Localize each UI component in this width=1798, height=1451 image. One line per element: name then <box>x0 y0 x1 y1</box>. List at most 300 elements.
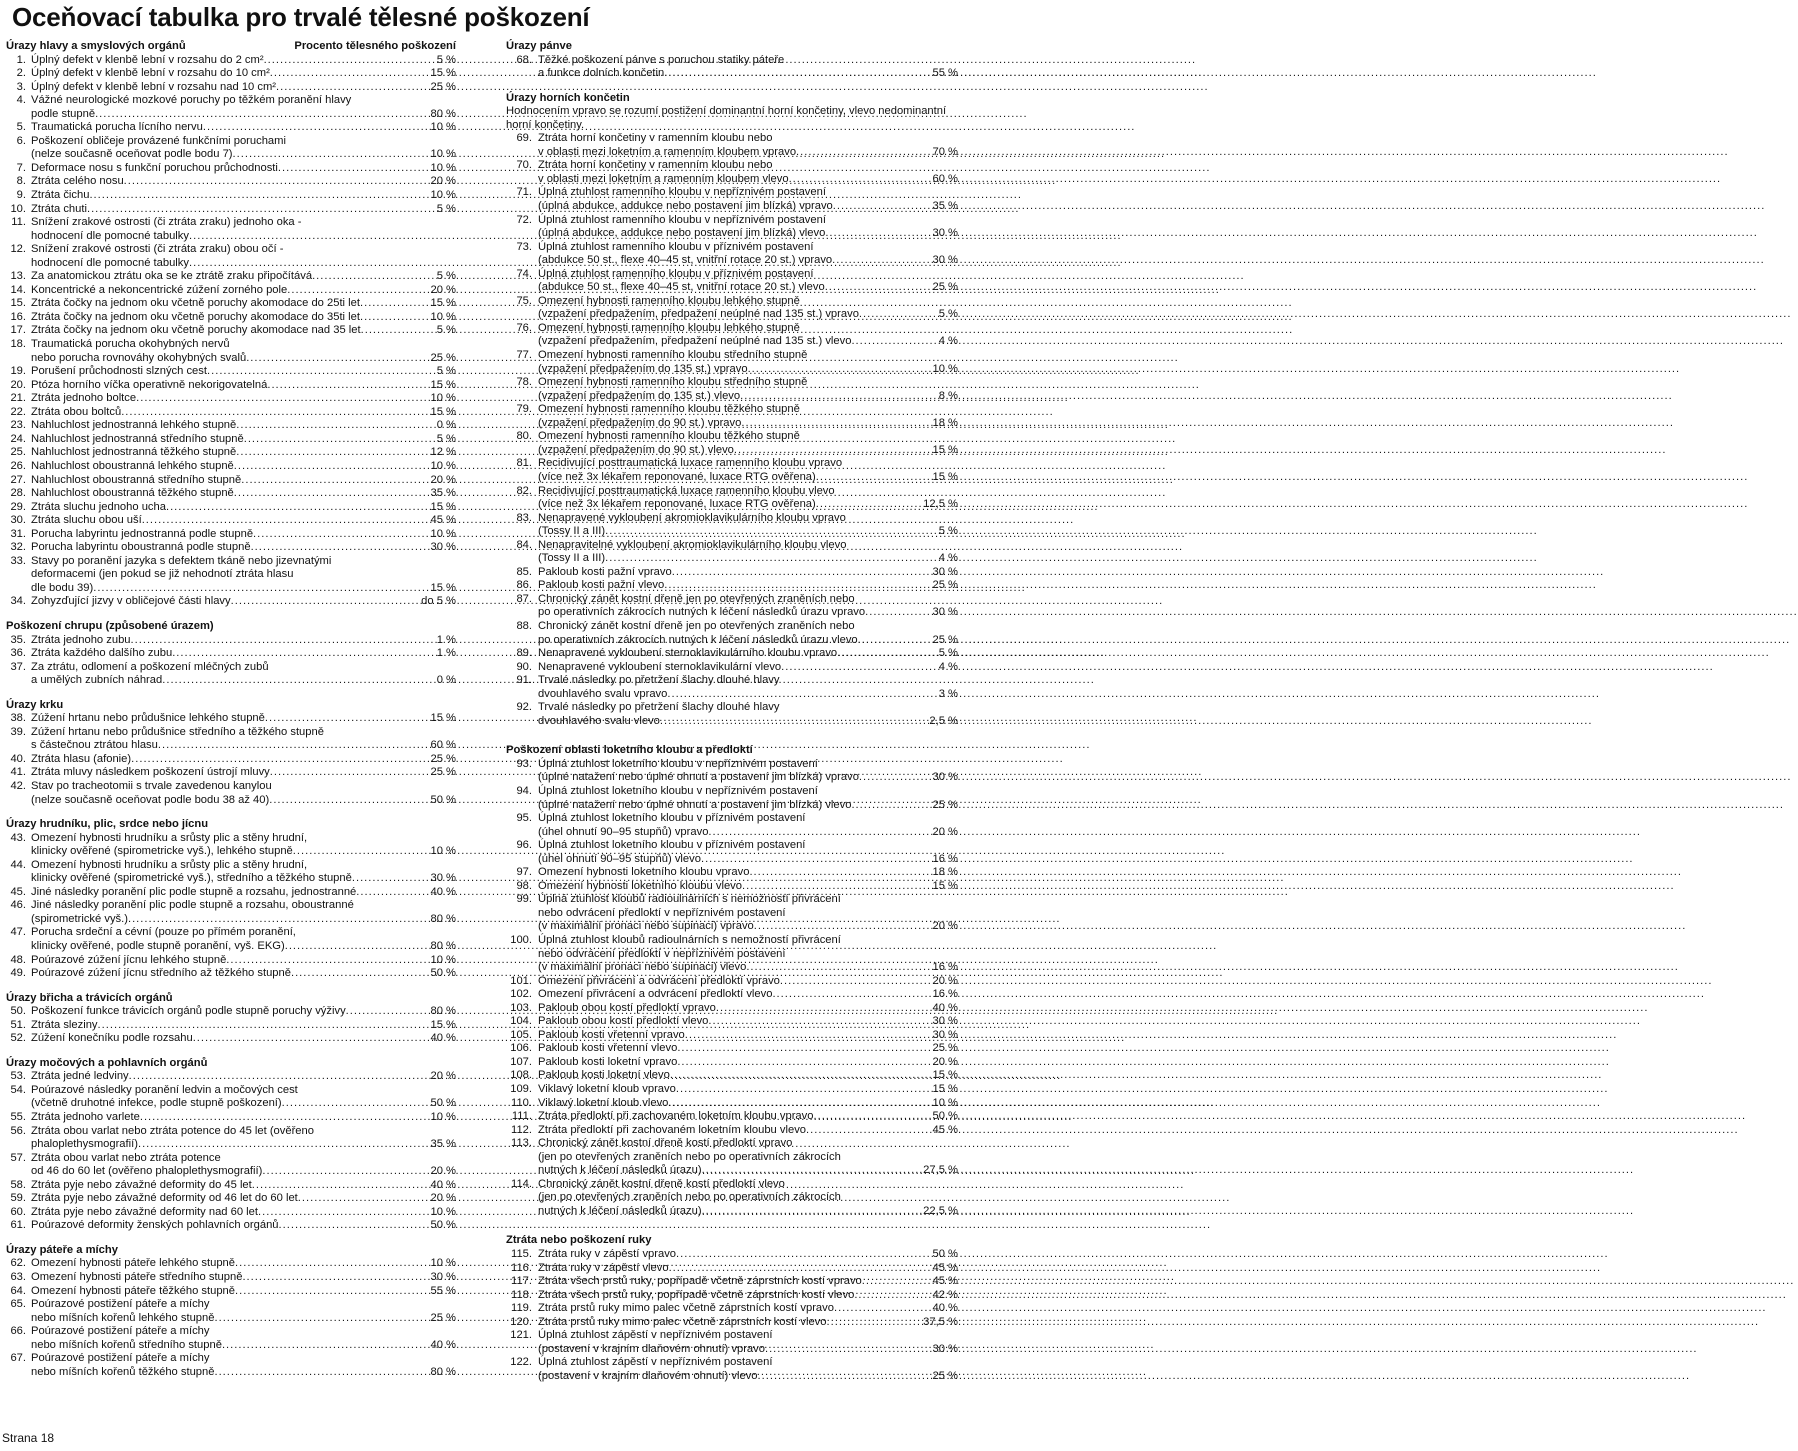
item-number: 47. <box>10 926 26 939</box>
list-item <box>506 1083 958 1097</box>
item-number: 17. <box>10 324 26 337</box>
list-item <box>6 297 456 311</box>
section-heading-text: Úrazy hlavy a smyslových orgánů <box>6 40 186 52</box>
list-item <box>6 541 456 555</box>
item-number: 51. <box>10 1018 26 1031</box>
item-number: 61. <box>10 1219 26 1232</box>
list-item <box>506 132 958 146</box>
list-item <box>6 1032 456 1046</box>
item-text: Ztráta chuti <box>31 202 87 215</box>
list-item <box>6 446 456 460</box>
item-number: 108. <box>510 1069 532 1082</box>
item-percent: 20 % <box>430 473 456 486</box>
item-text: Nahluchlost jednostranná lehkého stupně <box>31 419 237 432</box>
list-item <box>6 712 456 726</box>
item-text: (úplná abdukce, addukce nebo postavení jim blízká) vlevo <box>538 227 826 240</box>
item-number: 81. <box>516 457 532 470</box>
dot-leader <box>129 1070 431 1084</box>
dot-leader <box>702 1205 924 1219</box>
item-text: Poškození obličeje provázené funkčními poruchami <box>31 134 286 147</box>
list-item <box>6 1125 456 1139</box>
list-item <box>506 349 958 363</box>
section-heading: Úrazy pánve <box>506 40 572 52</box>
item-text: Ztráta obou boltců <box>31 405 122 418</box>
item-text: Viklavý loketní kloub vpravo <box>538 1083 676 1096</box>
item-number: 91. <box>516 674 532 687</box>
item-percent: 25 % <box>430 80 456 93</box>
item-number: 44. <box>10 858 26 871</box>
list-item <box>506 634 958 648</box>
dot-leader <box>138 1138 431 1152</box>
list-item <box>506 1262 958 1276</box>
item-percent: 0 % <box>436 419 456 432</box>
item-percent: 12 % <box>430 446 456 459</box>
list-item <box>506 812 958 826</box>
list-item <box>6 352 456 366</box>
list-item <box>6 634 456 648</box>
list-item <box>6 1192 456 1206</box>
item-text: v oblasti mezi loketním a ramenním kloubem vpravo <box>538 145 797 158</box>
item-number: 65. <box>10 1298 26 1311</box>
item-number: 22. <box>10 405 26 418</box>
item-number: 64. <box>10 1284 26 1297</box>
item-number: 4. <box>16 94 26 107</box>
item-text: Ztráta předloktí při zachovaném loketním kloubu vpravo <box>538 1110 814 1123</box>
list-item <box>506 512 958 526</box>
list-item <box>506 363 958 377</box>
list-item <box>6 1111 456 1125</box>
section-heading: Poškození oblasti loketního kloubu a předloktí <box>506 744 753 757</box>
item-number: 33. <box>10 554 26 567</box>
item-number: 105. <box>510 1028 532 1041</box>
item-number: 120. <box>510 1315 532 1328</box>
item-percent: 5 % <box>436 202 456 215</box>
list-item <box>6 487 456 501</box>
item-percent: 20 % <box>430 1165 456 1178</box>
item-text: Omezení hybnosti hrudníku a srůsty plic a stěny hrudní, <box>31 831 308 844</box>
item-percent: 15 % <box>932 1083 958 1096</box>
column-header: Procento tělesného poškození <box>294 40 456 52</box>
list-item <box>506 1029 958 1043</box>
list-item <box>6 1084 456 1098</box>
item-number: 99. <box>516 893 532 906</box>
dot-leader <box>833 200 933 214</box>
item-text: Úplná ztuhlost zápěstí v nepříznivém postavení <box>538 1329 773 1342</box>
item-percent: 5 % <box>436 432 456 445</box>
list-item <box>506 1042 958 1056</box>
item-text: Omezení hybnosti ramenního kloubu středního stupně <box>538 376 808 389</box>
list-item <box>506 335 958 349</box>
item-number: 78. <box>516 376 532 389</box>
item-text: Omezení přivrácení a odvrácení předloktí vpravo <box>538 974 780 987</box>
item-percent: 30 % <box>932 606 958 619</box>
item-text: Porucha labyrintu oboustranná podle stupně <box>31 541 251 554</box>
list-item <box>6 324 456 338</box>
list-item <box>6 54 456 68</box>
item-number: 40. <box>10 752 26 765</box>
list-item <box>6 1152 456 1166</box>
dot-leader <box>676 1248 932 1262</box>
item-text: nebo míšních kořenů lehkého stupně <box>31 1311 215 1324</box>
item-percent: 30 % <box>932 1028 958 1041</box>
list-item <box>6 148 456 162</box>
item-percent: 60 % <box>430 739 456 752</box>
item-percent: 2,5 % <box>929 714 958 727</box>
item-number: 97. <box>516 866 532 879</box>
item-text: Úplná ztuhlost ramenního kloubu v nepříznivém postavení <box>538 186 826 199</box>
item-percent: 80 % <box>430 940 456 952</box>
item-text: podle stupně <box>31 107 96 120</box>
dot-leader <box>677 1056 932 1070</box>
list-item <box>506 934 958 948</box>
dot-leader <box>246 352 430 366</box>
item-text: Úplná ztuhlost loketního kloubu v nepříznivém postavení <box>538 757 818 770</box>
list-item <box>506 67 958 81</box>
item-number: 24. <box>10 432 26 445</box>
item-text: Nenapravitelné vykloubení akromioklavikulárního kloubu vlevo <box>538 538 847 551</box>
list-item <box>506 988 958 1002</box>
item-text: Za anatomickou ztrátu oka se ke ztrátě zraku připočítává <box>31 270 313 283</box>
item-number: 122. <box>510 1356 532 1369</box>
dot-leader <box>356 886 430 900</box>
item-percent: 50 % <box>430 967 456 980</box>
item-text: Úplná ztuhlost ramenního kloubu v příznivém postavení <box>538 240 814 253</box>
list-item <box>506 1124 958 1138</box>
list-item <box>6 162 456 176</box>
item-number: 79. <box>516 403 532 416</box>
item-percent: 5 % <box>938 525 958 538</box>
dot-leader <box>93 582 430 596</box>
item-percent: 22,5 % <box>923 1204 958 1217</box>
list-item <box>506 552 958 566</box>
item-percent: 20 % <box>932 974 958 987</box>
dot-leader <box>265 712 431 726</box>
dot-leader <box>825 281 933 295</box>
item-number: 7. <box>16 161 26 174</box>
section-heading: Úrazy břicha a trávicích orgánů <box>6 991 173 1004</box>
dot-leader <box>214 1366 430 1380</box>
item-text: Omezení hybnosti loketního kloubu vpravo <box>538 866 750 879</box>
item-percent: 16 % <box>932 961 958 974</box>
list-item <box>506 1097 958 1111</box>
item-percent: do 5 % <box>421 595 456 608</box>
item-percent: 16 % <box>932 988 958 1001</box>
item-number: 50. <box>10 1005 26 1018</box>
item-text: nebo porucha rovnováhy okohybných svalů <box>31 351 247 364</box>
list-item <box>506 1343 958 1357</box>
section-heading: Úrazy páteře a míchy <box>6 1243 118 1256</box>
dot-leader <box>667 688 938 702</box>
item-text: Ztráta prstů ruky mimo palec včetně záprstních kostí vlevo <box>538 1315 827 1328</box>
item-text: Nenapravené vykloubení sternoklavikulárního kloubu vpravo <box>538 647 838 660</box>
item-text: (vzpažení předpažením do 135 st.) vlevo <box>538 389 741 402</box>
item-number: 96. <box>516 839 532 852</box>
list-item <box>6 514 456 528</box>
list-item <box>506 295 958 309</box>
dot-leader <box>837 647 939 661</box>
dot-leader <box>664 579 932 593</box>
left-column <box>6 40 456 1379</box>
list-item <box>6 859 456 873</box>
item-number: 27. <box>10 473 26 486</box>
item-number: 90. <box>516 660 532 673</box>
item-text: Ztráta pyje nebo závažné deformity do 45 let <box>31 1178 252 1191</box>
list-item <box>6 753 456 767</box>
list-item <box>506 893 958 907</box>
list-item <box>506 1275 958 1289</box>
dot-leader <box>854 1289 932 1303</box>
list-item <box>6 766 456 780</box>
item-text: Omezení hybnosti ramenního kloubu lehkého stupně <box>538 294 800 307</box>
list-item <box>6 284 456 298</box>
list-item <box>6 780 456 794</box>
list-item <box>506 54 958 68</box>
item-text: Pakloub kosti pažní vlevo <box>538 579 665 592</box>
item-percent: 15 % <box>430 712 456 725</box>
item-text: (vzpažení předpažením do 90 st.) vlevo <box>538 443 734 456</box>
item-number: 15. <box>10 297 26 310</box>
item-percent: 55 % <box>430 1284 456 1297</box>
right-column <box>506 40 958 1384</box>
item-percent: 10 % <box>430 527 456 540</box>
item-percent: 5 % <box>436 270 456 283</box>
list-item <box>6 582 456 596</box>
item-text: Poúrazové deformity ženských pohlavních orgánů <box>31 1219 279 1232</box>
item-percent: 10 % <box>430 310 456 323</box>
item-text: (vzpažení předpažením do 90 st.) vpravo <box>538 416 742 429</box>
item-percent: 10 % <box>430 148 456 161</box>
item-number: 77. <box>516 349 532 362</box>
item-text: Chronický zánět kostní dřeně kostí předloktí vpravo <box>538 1137 793 1150</box>
item-text: (v maximální pronaci nebo supinaci) vlevo <box>538 961 747 974</box>
item-text: Omezení hybnosti loketního kloubu vlevo <box>538 879 742 892</box>
item-number: 104. <box>510 1015 532 1028</box>
dot-leader <box>278 162 431 176</box>
item-text: Ztráta čočky na jednom oku včetně poruchy akomodace do 25ti let <box>31 297 360 310</box>
list-item <box>6 419 456 433</box>
item-number: 20. <box>10 378 26 391</box>
item-number: 82. <box>516 484 532 497</box>
item-percent: 40 % <box>430 1338 456 1351</box>
dot-leader <box>276 81 430 95</box>
item-percent: 20 % <box>430 1192 456 1205</box>
dot-leader <box>749 866 932 880</box>
list-item <box>506 1002 958 1016</box>
item-number: 25. <box>10 446 26 459</box>
item-text: Omezení hybnosti páteře lehkého stupně <box>31 1257 235 1270</box>
item-percent: 5 % <box>436 53 456 66</box>
dot-leader <box>131 634 437 648</box>
item-text: (postavení v krajním dlaňovém ohnutí) vlevo <box>538 1369 758 1382</box>
dot-leader <box>121 406 430 420</box>
item-percent: 50 % <box>430 1219 456 1232</box>
item-percent: 10 % <box>430 953 456 966</box>
dot-leader <box>772 988 932 1002</box>
item-number: 69. <box>516 132 532 145</box>
list-item <box>6 1325 456 1339</box>
list-item <box>506 839 958 853</box>
dot-leader <box>827 1316 924 1330</box>
list-item <box>6 1206 456 1220</box>
item-percent: 25 % <box>932 1369 958 1382</box>
item-number: 107. <box>510 1055 532 1068</box>
item-percent: 15 % <box>430 581 456 594</box>
item-text: Pakloub obou kostí předloktí vpravo <box>538 1001 716 1014</box>
item-percent: 20 % <box>430 283 456 296</box>
item-text: Ztráta prstů ruky mimo palec včetně záprstních kostí vpravo <box>538 1302 834 1315</box>
dot-leader <box>685 1029 933 1043</box>
item-percent: 5 % <box>436 324 456 337</box>
item-text: nutných k léčení následků úrazu) <box>538 1164 702 1177</box>
item-text: Úplný defekt v klenbě lební v rozsahu nad 10 cm² <box>31 80 277 93</box>
item-percent: 15 % <box>932 443 958 456</box>
dot-leader <box>765 1343 933 1357</box>
list-item <box>506 647 958 661</box>
list-item <box>6 1219 456 1233</box>
item-percent: 20 % <box>932 825 958 838</box>
item-percent: 10 % <box>932 1096 958 1109</box>
dot-leader <box>234 460 431 474</box>
item-text: Ztráta mluvy následkem poškození ústrojí mluvy <box>31 766 270 779</box>
item-text: Ztráta jednoho varlete <box>31 1111 140 1124</box>
item-text: (úplné natažení nebo úplné ohnutí a postavení jim blízká) vlevo <box>538 798 852 811</box>
item-number: 83. <box>516 511 532 524</box>
item-percent: 12,5 % <box>923 498 958 511</box>
dot-leader <box>140 1111 431 1125</box>
item-text: (vzpažení předpažením, předpažení neúplné nad 135 st.) vlevo <box>538 335 852 348</box>
item-number: 1. <box>16 53 26 66</box>
dot-leader <box>244 433 437 447</box>
item-text: Ztráta sleziny <box>31 1018 98 1031</box>
dot-leader <box>193 1032 431 1046</box>
item-number: 115. <box>511 1248 532 1261</box>
list-item <box>6 135 456 149</box>
list-item <box>506 457 958 471</box>
dot-leader <box>267 379 430 393</box>
item-text: (abdukce 50 st., flexe 40–45 st, vnitřní rotace 20 st.) vpravo <box>538 254 833 267</box>
list-item <box>506 975 958 989</box>
list-item <box>506 620 958 634</box>
item-text: Pakloub kosti pažní vpravo <box>538 565 672 578</box>
item-text: (úplná abdukce, addukce nebo postavení jim blízká) vpravo <box>538 200 833 213</box>
item-text: Omezení hybnosti ramenního kloubu těžkého stupně <box>538 403 800 416</box>
dot-leader <box>207 365 437 379</box>
dot-leader <box>672 566 933 580</box>
item-number: 56. <box>10 1124 26 1137</box>
dot-leader <box>128 913 431 927</box>
list-item <box>6 189 456 203</box>
item-percent: 18 % <box>932 866 958 879</box>
dot-leader <box>253 528 430 542</box>
item-text: Stavy po poranění jazyka s defektem tkáně nebo jizevnatými <box>31 554 332 567</box>
item-number: 86. <box>516 579 532 592</box>
list-item <box>506 281 958 295</box>
item-number: 80. <box>516 430 532 443</box>
list-item <box>506 444 958 458</box>
item-text: v oblasti mezi loketním a ramenním kloubem vlevo <box>538 172 789 185</box>
item-percent: 20 % <box>932 1055 958 1068</box>
item-text: Zúžení konečníku podle rozsahu <box>31 1032 193 1045</box>
dot-leader <box>270 766 431 780</box>
dot-leader <box>131 753 430 767</box>
list-item <box>6 1097 456 1111</box>
item-text: Jiné následky poranění plic podle stupně a rozsahu, oboustranné <box>31 899 354 912</box>
dot-leader <box>360 297 431 311</box>
section-note: Hodnocením vpravo se rozumí postižení dominantní horní končetiny, vlevo nedominantní horní končetiny. <box>506 105 947 131</box>
item-text: Poúrazové postižení páteře a míchy <box>31 1352 210 1365</box>
dot-leader <box>136 392 430 406</box>
item-number: 21. <box>10 392 26 405</box>
list-item <box>506 701 958 715</box>
item-percent: 50 % <box>430 793 456 806</box>
list-item <box>6 1138 456 1152</box>
item-percent: 60 % <box>932 172 958 185</box>
list-item <box>6 1285 456 1299</box>
list-item <box>6 555 456 569</box>
item-text: Omezení hybnosti ramenního kloubu lehkého stupně <box>538 321 800 334</box>
item-text: Ztráta horní končetiny v ramenním kloubu nebo <box>538 159 773 172</box>
dot-leader <box>242 1271 430 1285</box>
item-text: Nahluchlost jednostranná těžkého stupně <box>31 446 237 459</box>
list-item <box>6 108 456 122</box>
list-item <box>506 688 958 702</box>
item-text: Ztráta celého nosu <box>31 175 124 188</box>
item-text: Zohyzďující jizvy v obličejové části hlavy <box>31 595 231 608</box>
item-number: 2. <box>16 67 26 80</box>
item-text: dvouhlavého svalu vlevo <box>538 714 660 727</box>
item-text: (v maximální pronaci nebo supinaci) vpravo <box>538 920 754 933</box>
dot-leader <box>859 771 933 785</box>
dot-leader <box>231 595 422 609</box>
item-text: Ptóza horního víčka operativně nekorigovatelná <box>31 378 268 391</box>
item-text: Poúrazové zúžení jícnu lehkého stupně <box>31 953 227 966</box>
list-item <box>6 1005 456 1019</box>
item-percent: 35 % <box>430 1138 456 1151</box>
list-item <box>6 67 456 81</box>
dot-leader <box>708 826 932 840</box>
item-number: 16. <box>10 310 26 323</box>
item-number: 109. <box>510 1083 532 1096</box>
item-percent: 10 % <box>430 1111 456 1124</box>
dot-leader <box>664 67 932 81</box>
list-item <box>506 1015 958 1029</box>
item-text: Úplná ztuhlost kloubů radioulnárních s nemožností přivrácení <box>538 934 841 946</box>
list-item <box>6 1366 456 1380</box>
item-text: Ztráta obou varlat nebo ztráta potence <box>31 1151 221 1164</box>
item-number: 38. <box>10 712 26 725</box>
item-percent: 10 % <box>932 362 958 375</box>
dot-leader <box>142 514 431 528</box>
item-text: Ztráta čočky na jednom oku včetně poruchy akomodace do 35ti let <box>31 310 360 323</box>
dot-leader <box>834 1302 933 1316</box>
item-text: Ztráta horní končetiny v ramenním kloubu nebo <box>538 132 773 145</box>
list-item <box>506 826 958 840</box>
item-percent: 20 % <box>430 1070 456 1083</box>
list-item <box>6 121 456 135</box>
dot-leader <box>226 954 430 968</box>
list-item <box>506 593 958 607</box>
item-number: 29. <box>10 500 26 513</box>
dot-leader <box>262 1165 430 1179</box>
item-text: po operativních zákrocích nutných k léčení následků úrazu vlevo <box>538 633 858 646</box>
list-item <box>506 606 958 620</box>
list-item <box>506 1289 958 1303</box>
list-item <box>6 1298 456 1312</box>
item-text: Poúrazové zúžení jícnu středního až těžkého stupně <box>31 967 291 980</box>
list-item <box>6 845 456 859</box>
list-item <box>506 214 958 228</box>
list-item <box>6 674 456 688</box>
